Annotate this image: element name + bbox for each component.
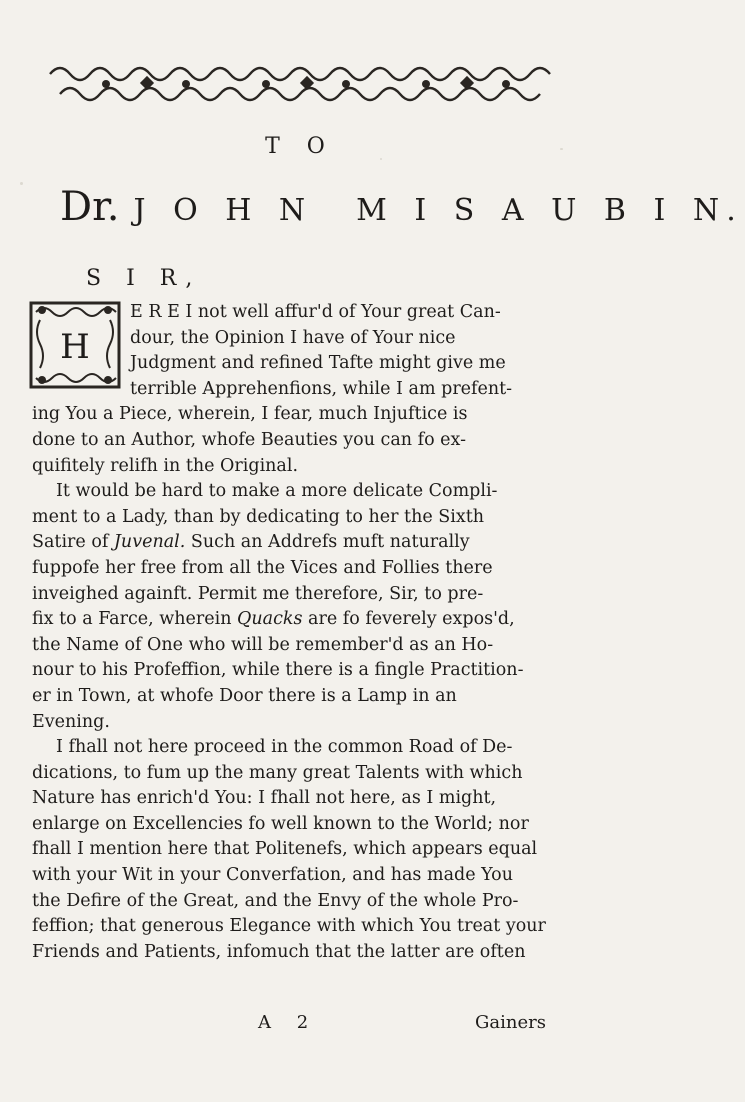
- text-line: terrible Apprehenfions, while I am prefent-: [130, 378, 513, 399]
- text-line: Evening.: [32, 711, 110, 732]
- text-line: fuppofe her free from all the Vices and Follies there: [32, 557, 493, 578]
- text-line: dications, to fum up the many great Talents with which: [32, 762, 523, 783]
- dedicatee-name: [60, 180, 745, 231]
- text-line: [32, 530, 554, 556]
- text-line: ment to a Lady, than by dedicating to her the Sixth: [32, 506, 485, 527]
- text-line: dour, the Opinion I have of Your nice: [130, 327, 456, 348]
- text-line: Judgment and refined Tafte might give me: [130, 353, 506, 374]
- printers-ornament-icon: [46, 60, 554, 106]
- text-segment: Such an Addrefs muft naturally: [185, 532, 470, 553]
- text-line: with your Wit in your Converfation, and has made You: [32, 865, 513, 886]
- text-segment: are fo feverely expos'd,: [302, 609, 515, 630]
- text-segment: fix to a Farce, wherein: [32, 609, 238, 630]
- text-line: Nature has enrich'd You: I fhall not here, as I might,: [32, 788, 497, 809]
- text-line: It would be hard to make a more delicate Compli-: [56, 481, 498, 502]
- text-line: done to an Author, whofe Beauties you can fo ex-: [32, 429, 467, 450]
- text-line: feffion; that generous Elegance with which You treat your: [32, 916, 546, 937]
- text-line: er in Town, at whofe Door there is a Lamp in an: [32, 685, 457, 706]
- text-line: ing You a Piece, wherein, I fear, much Injuftice is: [32, 404, 468, 425]
- catchword: Gainers: [475, 1012, 546, 1033]
- dedicatee-first-name: J O H N: [133, 193, 315, 228]
- text-line: Friends and Patients, infomuch that the latter are often: [32, 941, 526, 962]
- salutation: S I R,: [86, 266, 202, 291]
- italic-quacks: Quacks: [237, 609, 303, 630]
- text-line: E R E I not well affur'd of Your great Can-: [130, 302, 501, 322]
- text-line: the Name of One who will be remember'd as an Ho-: [32, 634, 494, 655]
- dedication-body: [32, 300, 554, 965]
- drop-cap-letter: H: [60, 327, 90, 367]
- italic-juvenal: Juvenal.: [113, 532, 186, 553]
- heading-to: T O: [265, 134, 335, 159]
- paper-speck: [20, 182, 23, 185]
- text-line: quifitely relifh in the Original.: [32, 455, 299, 476]
- text-line: nour to his Profeffion, while there is a fingle Practition-: [32, 660, 524, 681]
- signature-mark: A 2: [258, 1012, 319, 1033]
- paper-speck: [380, 158, 382, 160]
- page-footer: [32, 1012, 546, 1038]
- dedicatee-last-name: M I S A U B I N.: [356, 193, 745, 228]
- text-line: the Defire of the Great, and the Envy of the whole Pro-: [32, 890, 519, 911]
- text-line: [32, 607, 554, 633]
- text-line: enlarge on Excellencies fo well known to the World; nor: [32, 813, 529, 834]
- text-line: I fhall not here proceed in the common Road of De-: [56, 737, 513, 758]
- text-segment: Satire of: [32, 532, 114, 553]
- text-line: inveighed againft. Permit me therefore, Sir, to pre-: [32, 583, 484, 604]
- dedicatee-title: Dr.: [60, 184, 120, 230]
- text-line: fhall I mention here that Politenefs, which appears equal: [32, 839, 538, 860]
- paper-speck: [560, 148, 563, 150]
